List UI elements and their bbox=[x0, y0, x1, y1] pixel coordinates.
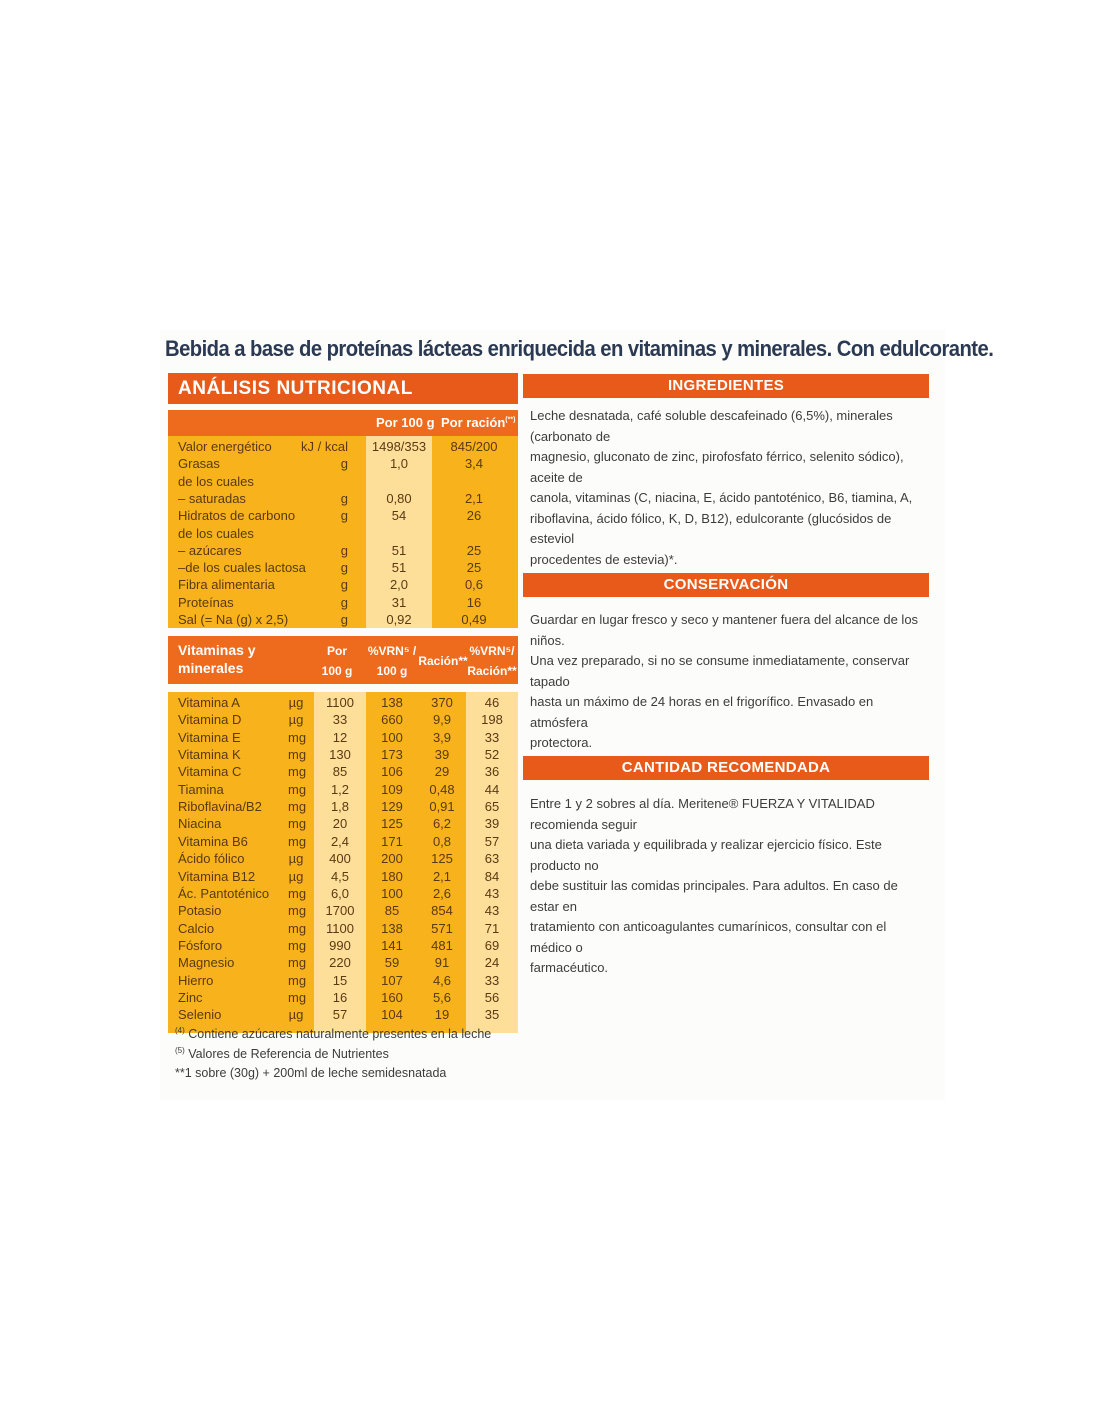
nutrition-unit: g bbox=[340, 456, 348, 472]
vitamin-row bbox=[168, 938, 518, 955]
vitamin-serving: 125 bbox=[431, 851, 453, 867]
nutrition-serving: 2,1 bbox=[464, 490, 484, 506]
vitamin-vrn100: 100 bbox=[381, 729, 403, 745]
nutrition-label: Sal (= Na (g) x 2,5) bbox=[178, 612, 289, 627]
vitamin-vrn100: 180 bbox=[381, 868, 403, 884]
vitamin-name: Fósforo bbox=[178, 937, 223, 953]
vitamin-serving: 370 bbox=[431, 695, 453, 710]
nutrition-serving: 25 bbox=[466, 542, 482, 558]
vitamin-vrn100: 85 bbox=[384, 903, 400, 919]
footnote-vrn: $^{(5)}$ Valores de Referencia de Nutrientes bbox=[175, 1046, 389, 1062]
vitamin-row bbox=[168, 1007, 518, 1024]
nutrition-per100: 31 bbox=[391, 594, 407, 610]
vitamin-name: Hierro bbox=[178, 972, 214, 988]
vitamin-row bbox=[168, 799, 518, 816]
vitamin-row bbox=[168, 834, 518, 851]
footnote-serving: **1 sobre (30g) + 200ml de leche semidesnatada bbox=[175, 1066, 447, 1080]
vitamin-unit: µg bbox=[288, 695, 304, 710]
vitamin-vrn100: 200 bbox=[381, 851, 403, 867]
nutrition-serving: 3,4 bbox=[464, 456, 484, 472]
vitamin-unit: mg bbox=[288, 833, 307, 849]
vitamin-vrnserving: 65 bbox=[484, 799, 500, 815]
nutrition-per100: 2,0 bbox=[389, 577, 409, 593]
nutrition-title: ANÁLISIS NUTRICIONAL bbox=[168, 373, 518, 404]
vitamin-vrn100: 173 bbox=[381, 747, 403, 763]
vitamin-name: Magnesio bbox=[178, 955, 235, 971]
recommended-text: Entre 1 y 2 sobres al día. Meritene® FUERZA Y VITALIDAD recomienda seguir una dieta variada y equilibrada y realizar ejercicio físico. Este producto no debe sustituir las comidas principales. Para adultos. En caso de estar en tratamiento con anticoagulantes cumarínicos, consultar con el médico o farmacéutico. bbox=[530, 796, 898, 975]
vitamin-name: Riboflavina/B2 bbox=[178, 799, 262, 815]
vitamin-per100: 2,4 bbox=[330, 833, 350, 849]
nutrition-label: de los cuales bbox=[178, 525, 254, 541]
vitamin-serving: 29 bbox=[434, 764, 450, 780]
vitamin-name: Tiamina bbox=[178, 781, 224, 797]
vitamin-vrnserving: 56 bbox=[484, 989, 500, 1005]
vitamin-unit: mg bbox=[288, 747, 307, 763]
vitamin-per100: 6,0 bbox=[330, 885, 350, 901]
vitamin-per100: 33 bbox=[332, 712, 348, 728]
col-per-serving: Por ración(**) bbox=[441, 415, 516, 430]
vitamin-vrn100: 171 bbox=[381, 833, 403, 849]
nutrition-row bbox=[168, 560, 518, 577]
vitamin-serving: 481 bbox=[431, 937, 453, 953]
vitamin-per100: 400 bbox=[329, 851, 351, 867]
nutrition-label: Grasas bbox=[178, 456, 220, 472]
nutrition-row bbox=[168, 577, 518, 594]
vitamin-vrnserving: 69 bbox=[484, 937, 500, 953]
vitamin-row bbox=[168, 921, 518, 938]
vitamin-unit: mg bbox=[288, 781, 307, 797]
vitamin-per100: 1100 bbox=[326, 695, 354, 710]
nutrition-per100: 0,80 bbox=[386, 490, 412, 506]
vitamin-per100: 15 bbox=[332, 972, 348, 988]
vitamin-name: Vitamina K bbox=[178, 747, 241, 763]
vitamin-row bbox=[168, 955, 518, 972]
vitamin-row bbox=[168, 886, 518, 903]
vitamin-vrn100: 138 bbox=[381, 695, 403, 710]
vitamin-row bbox=[168, 973, 518, 990]
vitamin-serving: 5,6 bbox=[432, 989, 452, 1005]
vitamin-per100: 1,8 bbox=[330, 799, 350, 815]
nutrition-row bbox=[168, 508, 518, 525]
vitamin-name: Ác. Pantoténico bbox=[178, 885, 270, 901]
vitamin-vrnserving: 43 bbox=[484, 885, 500, 901]
nutrition-unit: g bbox=[340, 542, 348, 558]
vitamin-row bbox=[168, 851, 518, 868]
vitamin-per100: 57 bbox=[332, 1007, 348, 1023]
vitamin-name: Vitamina C bbox=[178, 764, 242, 780]
nutrition-per100: 0,92 bbox=[386, 612, 412, 627]
vitamin-unit: mg bbox=[288, 885, 307, 901]
vitamin-row bbox=[168, 782, 518, 799]
vitamin-unit: mg bbox=[288, 972, 307, 988]
page-title: Bebida a base de proteínas lácteas enriquecida en vitaminas y minerales. Con edulcorante. bbox=[165, 336, 994, 361]
vitamin-row bbox=[168, 747, 518, 764]
vitamin-serving: 9,9 bbox=[432, 712, 452, 728]
vitamin-vrn100: 100 bbox=[381, 885, 403, 901]
vitamin-row bbox=[168, 990, 518, 1007]
nutrition-label: Hidratos de carbono bbox=[178, 508, 296, 524]
nutrition-unit: g bbox=[340, 490, 348, 506]
vitamins-header bbox=[168, 636, 518, 684]
vitamin-unit: mg bbox=[288, 729, 307, 745]
col-per-100g: Por 100 g bbox=[376, 415, 435, 430]
vitamin-per100: 130 bbox=[329, 747, 351, 763]
col-por-2: 100 g bbox=[321, 664, 353, 678]
vitamin-per100: 20 bbox=[332, 816, 348, 832]
ingredients-title: INGREDIENTES bbox=[523, 374, 929, 398]
vitamin-unit: mg bbox=[288, 955, 307, 971]
vitamin-unit: mg bbox=[288, 937, 307, 953]
vitamin-vrnserving: 24 bbox=[484, 955, 500, 971]
vitamin-per100: 990 bbox=[329, 937, 351, 953]
nutrition-unit: g bbox=[340, 577, 348, 593]
nutrition-unit: g bbox=[340, 560, 348, 576]
footnote-sugars: $^{(4)}$ Contiene azúcares naturalmente presentes en la leche bbox=[175, 1026, 492, 1042]
nutrition-row bbox=[168, 612, 518, 629]
nutrition-serving: 845/200 bbox=[450, 439, 498, 454]
nutrition-row bbox=[168, 491, 518, 508]
vitamin-serving: 571 bbox=[431, 920, 453, 936]
vitamin-row bbox=[168, 764, 518, 781]
col-por-1: Por bbox=[326, 644, 347, 658]
vitamin-vrn100: 138 bbox=[381, 920, 403, 936]
nutrition-header bbox=[168, 410, 518, 436]
vitamin-vrn100: 160 bbox=[381, 989, 403, 1005]
vitamin-vrn100: 125 bbox=[381, 816, 403, 832]
nutrition-serving: 16 bbox=[466, 594, 482, 610]
vitamin-row bbox=[168, 712, 518, 729]
vitamin-serving: 2,6 bbox=[432, 885, 452, 901]
vitamin-per100: 1700 bbox=[325, 903, 355, 919]
vitamin-unit: mg bbox=[288, 799, 307, 815]
vitamin-per100: 4,5 bbox=[330, 868, 350, 884]
col-vrn100-2: 100 g bbox=[376, 664, 408, 678]
vitamin-row bbox=[168, 730, 518, 747]
nutrition-label: Fibra alimentaria bbox=[178, 577, 275, 593]
vitamin-name: Selenio bbox=[178, 1007, 222, 1023]
vitamin-per100: 85 bbox=[332, 764, 348, 780]
ingredients-text: Leche desnatada, café soluble descafeinado (6,5%), minerales (carbonato de magnesio, gluconato de zinc, pirofosfato férrico, selenito sódico), aceite de canola, vitaminas (C, niacina, E, ácido pantoténico, B6, tiamina, A, riboflavina, ácido fólico, K, D, B12), edulcorante (glucósidos de esteviol procedentes de estevia)*. bbox=[530, 408, 913, 567]
vitamin-vrn100: 107 bbox=[381, 972, 403, 988]
vitamin-name: Ácido fólico bbox=[178, 851, 245, 867]
vitamin-unit: mg bbox=[288, 764, 307, 780]
nutrition-row bbox=[168, 543, 518, 560]
nutrition-serving: 26 bbox=[466, 508, 482, 524]
vitamin-serving: 39 bbox=[434, 747, 450, 763]
nutrition-label: – saturadas bbox=[178, 490, 246, 506]
nutrition-serving: 0,49 bbox=[461, 612, 487, 627]
vitamin-serving: 19 bbox=[434, 1007, 450, 1023]
vitamin-vrn100: 109 bbox=[381, 781, 403, 797]
vitamin-row bbox=[168, 816, 518, 833]
vitamin-vrn100: 129 bbox=[381, 799, 403, 815]
col-vrnracion-1: %VRN⁵/ bbox=[469, 644, 515, 658]
vitamin-name: Vitamina B6 bbox=[178, 833, 248, 849]
conservation-title: CONSERVACIÓN bbox=[523, 573, 929, 597]
nutrition-label: –de los cuales lactosa bbox=[178, 560, 306, 576]
vitamin-per100: 12 bbox=[332, 729, 348, 745]
vitamin-name: Zinc bbox=[178, 989, 203, 1005]
vitamin-name: Calcio bbox=[178, 920, 215, 936]
conservation-text: Guardar en lugar fresco y seco y mantener fuera del alcance de los niños. Una vez preparado, si no se consume inmediatamente, conservar tapado hasta un máximo de 24 horas en el frigorífico. Envasado en atmósfera protectora. bbox=[530, 612, 919, 750]
nutrition-row bbox=[168, 456, 518, 473]
vitamin-vrnserving: 33 bbox=[484, 972, 500, 988]
nutrition-row bbox=[168, 474, 518, 491]
vitamin-vrnserving: 39 bbox=[484, 816, 500, 832]
nutrition-per100: 54 bbox=[391, 508, 407, 524]
nutrition-serving: 25 bbox=[466, 560, 482, 576]
vitamin-name: Potasio bbox=[178, 903, 222, 919]
vitamin-vrnserving: 71 bbox=[484, 920, 500, 936]
nutrition-label: Valor energético bbox=[178, 439, 272, 454]
vitamin-vrnserving: 52 bbox=[484, 747, 500, 763]
vitamin-vrnserving: 63 bbox=[484, 851, 500, 867]
col-vrn100-1: %VRN⁵ / bbox=[367, 644, 417, 658]
vitamin-row bbox=[168, 903, 518, 920]
vitamin-serving: 4,6 bbox=[432, 972, 452, 988]
vitamin-vrn100: 106 bbox=[381, 764, 403, 780]
vitamin-vrn100: 660 bbox=[381, 712, 403, 728]
vitamin-vrnserving: 33 bbox=[484, 729, 500, 745]
nutrition-unit: g bbox=[340, 612, 348, 627]
nutrition-unit: g bbox=[340, 508, 348, 524]
nutrition-per100: 51 bbox=[391, 560, 407, 576]
vitamin-serving: 0,91 bbox=[429, 799, 455, 815]
vitamin-vrn100: 141 bbox=[381, 937, 403, 953]
vitamin-vrn100: 59 bbox=[384, 955, 400, 971]
nutrition-per100: 1498/353 bbox=[371, 439, 427, 454]
vitamin-vrnserving: 84 bbox=[484, 868, 500, 884]
vitamin-unit: mg bbox=[288, 816, 307, 832]
vitamin-unit: mg bbox=[288, 989, 307, 1005]
nutrition-label: de los cuales bbox=[178, 473, 254, 489]
nutrition-panel bbox=[168, 373, 518, 1033]
vitamin-vrnserving: 46 bbox=[484, 695, 500, 710]
vitamin-vrnserving: 198 bbox=[481, 712, 503, 728]
nutrition-per100: 51 bbox=[391, 542, 407, 558]
nutrition-serving: 0,6 bbox=[464, 577, 484, 593]
vitamin-serving: 91 bbox=[434, 955, 450, 971]
vitamin-serving: 854 bbox=[431, 903, 453, 919]
vitamin-per100: 220 bbox=[329, 955, 351, 971]
recommended-title: CANTIDAD RECOMENDADA bbox=[523, 756, 929, 780]
vitamin-row bbox=[168, 695, 518, 712]
vitamin-per100: 1,2 bbox=[330, 781, 350, 797]
vitamin-serving: 6,2 bbox=[432, 816, 452, 832]
vitamins-title-1: Vitaminas y bbox=[178, 642, 256, 658]
vitamin-per100: 16 bbox=[332, 989, 348, 1005]
vitamin-per100: 1100 bbox=[326, 920, 354, 936]
vitamin-unit: mg bbox=[288, 920, 307, 936]
nutrition-unit: g bbox=[340, 594, 348, 610]
vitamin-vrnserving: 43 bbox=[484, 903, 500, 919]
vitamin-vrnserving: 36 bbox=[484, 764, 500, 780]
vitamin-unit: µg bbox=[288, 1007, 304, 1023]
vitamin-unit: µg bbox=[288, 851, 304, 867]
nutrition-row bbox=[168, 526, 518, 543]
vitamin-serving: 0,48 bbox=[429, 781, 455, 797]
vitamin-vrnserving: 44 bbox=[484, 781, 500, 797]
vitamin-name: Niacina bbox=[178, 816, 222, 832]
vitamin-serving: 3,9 bbox=[432, 729, 452, 745]
col-vrnracion-2: Ración** bbox=[467, 664, 517, 678]
vitamins-title-2: minerales bbox=[178, 660, 244, 676]
vitamin-name: Vitamina A bbox=[178, 695, 240, 710]
vitamin-name: Vitamina D bbox=[178, 712, 242, 728]
vitamins-table bbox=[168, 692, 518, 1033]
nutrition-unit: kJ / kcal bbox=[301, 439, 348, 454]
vitamin-serving: 2,1 bbox=[432, 868, 452, 884]
vitamin-row bbox=[168, 869, 518, 886]
vitamin-vrn100: 104 bbox=[381, 1007, 403, 1023]
nutrition-row bbox=[168, 595, 518, 612]
nutrition-label: – azúcares bbox=[178, 542, 242, 558]
col-racion: Ración** bbox=[418, 654, 468, 668]
nutrition-row bbox=[168, 439, 518, 456]
vitamin-vrnserving: 57 bbox=[484, 833, 500, 849]
vitamin-vrnserving: 35 bbox=[484, 1007, 500, 1023]
vitamin-serving: 0,8 bbox=[432, 833, 452, 849]
vitamin-unit: mg bbox=[288, 903, 307, 919]
nutrition-table bbox=[168, 436, 518, 628]
vitamin-name: Vitamina E bbox=[178, 729, 241, 745]
nutrition-label: Proteínas bbox=[178, 594, 234, 610]
vitamin-unit: µg bbox=[288, 712, 304, 728]
vitamin-unit: µg bbox=[288, 868, 304, 884]
nutrition-per100: 1,0 bbox=[389, 456, 409, 472]
vitamin-name: Vitamina B12 bbox=[178, 868, 256, 884]
